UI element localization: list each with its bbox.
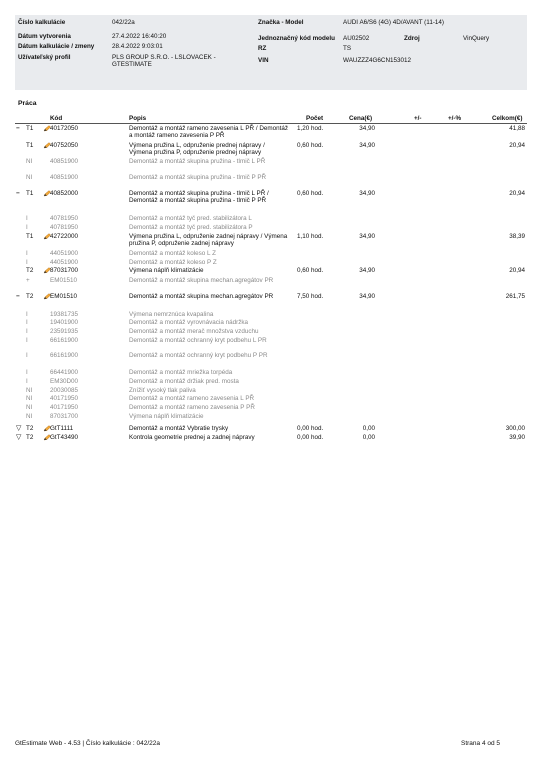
row-total: 261,75 — [505, 293, 525, 300]
col-header-celkom: Celkom(€) — [492, 115, 523, 122]
row-total: 300,00 — [505, 425, 525, 432]
filter-icon[interactable]: ▽ — [16, 434, 22, 441]
row-level: T1 — [26, 142, 34, 149]
row-hours: 1,10 hod. — [297, 233, 324, 240]
row-description: Demontáž a montáž skupina pružina - tlmič L PŘ — [129, 158, 266, 165]
kod-modelu-label: Jednoznačný kód modelu — [258, 35, 335, 42]
row-description: Výmena pružina L, odpruženie zadnej nápravy / Výmena pružina P, odpruženie zadnej nápravy — [129, 233, 288, 248]
row-code: 40851900 — [50, 158, 79, 165]
profil-value: PLS GROUP S.R.O. - LSLOVACEK - GTESTIMATE — [112, 54, 216, 68]
row-description: Výmena pružina L, odpruženie prednej nápravy / Výmena pružina P, odpruženie prednej nápravy — [129, 142, 265, 157]
row-code: 40781950 — [50, 224, 79, 231]
row-hours: 1,20 hod. — [297, 125, 324, 132]
row-level: T2 — [26, 425, 34, 432]
row-unit-price: 0,00 — [362, 434, 375, 441]
row-description: Demontáž a montáž rameno zavesenia P PŘ — [129, 404, 255, 411]
zmeny-label: Dátum kalkulácie / zmeny — [18, 43, 95, 50]
row-code: EM30D00 — [50, 378, 79, 385]
row-hours: 0,60 hod. — [297, 142, 324, 149]
vin-label: VIN — [258, 57, 269, 64]
collapse-toggle[interactable]: − — [16, 293, 20, 300]
row-total: 20,94 — [509, 142, 525, 149]
footer-info: GtEstimate Web - 4.53 | Číslo kalkulácie : 042/22a — [15, 740, 160, 747]
row-description: Demontáž a montáž rameno zavesenia L PŘ — [129, 395, 255, 402]
row-level: T1 — [26, 233, 34, 240]
row-level: I — [26, 311, 28, 318]
row-total: 20,94 — [509, 190, 525, 197]
model-value: AUDI A6/S6 (4G) 4D/AVANT (11-14) — [343, 19, 445, 26]
row-level: T2 — [26, 267, 34, 274]
kod-modelu-value: AU02502 — [343, 35, 370, 42]
col-header-pocet: Počet — [306, 115, 324, 122]
row-level: I — [26, 224, 28, 231]
row-description: Demontáž a montáž skupina mechan.agregátov PR — [129, 293, 274, 300]
row-total: 39,90 — [509, 434, 525, 441]
model-label: Značka - Model — [258, 19, 304, 26]
row-description: Demontáž a montáž rameno zavesenia L PŘ / Demontáž a montáž rameno zavesenia P PŘ — [129, 125, 289, 140]
row-description: Demontáž a montáž mriežka torpéda — [129, 369, 233, 376]
zdroj-label: Zdroj — [404, 35, 420, 42]
vytvorenie-label: Dátum vytvorenia — [18, 33, 71, 40]
rz-label: RZ — [258, 45, 267, 52]
row-unit-price: 34,90 — [359, 267, 375, 274]
row-description: Výmena náplň klimatizácie — [129, 413, 204, 420]
row-level: + — [26, 277, 30, 284]
vytvorenie-value: 27.4.2022 16:40:20 — [112, 33, 167, 40]
table-header-rule — [15, 123, 527, 124]
row-code: GtT1111 — [50, 425, 74, 432]
row-description: Výmena náplň klimatizácie — [129, 267, 204, 274]
profil-label: Užívateľský profil — [18, 54, 71, 61]
row-hours: 7,50 hod. — [297, 293, 324, 300]
row-code: 44051900 — [50, 259, 79, 266]
row-code: 66441900 — [50, 369, 79, 376]
row-unit-price: 34,90 — [359, 125, 375, 132]
vin-value: WAUZZZ4G6CN153012 — [343, 57, 412, 64]
zdroj-value: VinQuery — [463, 35, 490, 42]
footer-page-number: Strana 4 od 5 — [461, 740, 501, 747]
row-level: I — [26, 378, 28, 385]
row-description: Znížiť vysoký tlak paliva — [129, 387, 196, 394]
row-code: 20030085 — [50, 387, 79, 394]
row-code: 40851900 — [50, 174, 79, 181]
row-code: 87031700 — [50, 267, 79, 274]
row-description: Demontáž a montáž koleso L Z — [129, 250, 216, 257]
row-code: EM01510 — [50, 277, 77, 284]
row-level: I — [26, 369, 28, 376]
row-code: 40781950 — [50, 215, 79, 222]
row-description: Demontáž a montáž držiak pred. mosta — [129, 378, 239, 385]
row-level: NI — [26, 158, 33, 165]
row-unit-price: 34,90 — [359, 233, 375, 240]
row-code: 19381735 — [50, 311, 79, 318]
row-code: 42722000 — [50, 233, 79, 240]
row-hours: 0,00 hod. — [297, 425, 324, 432]
row-hours: 0,60 hod. — [297, 267, 324, 274]
row-hours: 0,60 hod. — [297, 190, 324, 197]
row-description: Demontáž a montáž tyč pred. stabilizátora P — [129, 224, 253, 231]
row-level: NI — [26, 413, 33, 420]
row-level: I — [26, 250, 28, 257]
row-description: Kontrola geometrie prednej a zadnej nápravy — [129, 434, 255, 441]
col-header-kod: Kód — [50, 115, 63, 122]
col-header-popis: Popis — [129, 115, 147, 122]
row-description: Demontáž a montáž tyč pred. stabilizátora L — [129, 215, 252, 222]
row-level: I — [26, 352, 28, 359]
row-level: T1 — [26, 125, 34, 132]
rz-value: TS — [343, 45, 352, 52]
cislo-label: Číslo kalkulácie — [18, 19, 66, 26]
row-description: Demontáž a montáž merač množstva vzduchu — [129, 328, 259, 335]
row-code: 23591935 — [50, 328, 79, 335]
row-total: 20,94 — [509, 267, 525, 274]
row-level: NI — [26, 395, 33, 402]
row-level: NI — [26, 387, 33, 394]
row-code: 40171950 — [50, 395, 79, 402]
row-description: Demontáž a montáž ochranný kryt podbehu L PR — [129, 337, 267, 344]
section-title-praca: Práca — [18, 100, 37, 107]
col-header-plusminus: +/- — [414, 115, 422, 122]
row-description: Demontáž a montáž skupina mechan.agregátov PR — [129, 277, 274, 284]
row-total: 38,39 — [509, 233, 525, 240]
row-level: T2 — [26, 293, 34, 300]
row-level: I — [26, 337, 28, 344]
row-code: 87031700 — [50, 413, 79, 420]
collapse-toggle[interactable]: − — [16, 125, 20, 132]
row-unit-price: 34,90 — [359, 142, 375, 149]
cislo-value: 042/22a — [112, 19, 135, 26]
row-description: Demontáž a montáž skupina pružina - tlmič P PŘ — [129, 174, 267, 181]
row-code: EM01510 — [50, 293, 77, 300]
row-unit-price: 0,00 — [362, 425, 375, 432]
collapse-toggle[interactable]: − — [16, 190, 20, 197]
row-level: I — [26, 259, 28, 266]
row-description: Demontáž a montáž vyrovnávacia nádržka — [129, 319, 248, 326]
col-header-cena: Cena(€) — [349, 115, 373, 122]
row-code: 40752050 — [50, 142, 79, 149]
row-description: Výmena nemrznúca kvapalina — [129, 311, 214, 318]
row-description: Demontáž a montáž Vybratie trysky — [129, 425, 229, 432]
row-level: T1 — [26, 190, 34, 197]
row-code: 40171950 — [50, 404, 79, 411]
row-description: Demontáž a montáž koleso P Z — [129, 259, 217, 266]
row-description: Demontáž a montáž skupina pružina - tlmič L PŘ / Demontáž a montáž skupina pružina - tlmič P PŘ — [129, 190, 269, 205]
col-header-plusminus-pct: +/-% — [448, 115, 462, 122]
row-total: 41,88 — [509, 125, 525, 132]
row-code: 66161900 — [50, 337, 79, 344]
zmeny-value: 28.4.2022 9:03:01 — [112, 43, 163, 50]
row-level: T2 — [26, 434, 34, 441]
row-level: I — [26, 215, 28, 222]
row-unit-price: 34,90 — [359, 293, 375, 300]
row-unit-price: 34,90 — [359, 190, 375, 197]
row-code: 40852000 — [50, 190, 79, 197]
filter-icon[interactable]: ▽ — [16, 425, 22, 432]
row-hours: 0,00 hod. — [297, 434, 324, 441]
row-code: 40172050 — [50, 125, 79, 132]
row-level: I — [26, 328, 28, 335]
row-level: I — [26, 319, 28, 326]
row-code: 66161900 — [50, 352, 79, 359]
row-code: 19401900 — [50, 319, 79, 326]
estimate-header — [15, 15, 527, 90]
row-level: NI — [26, 404, 33, 411]
row-description: Demontáž a montáž ochranný kryt podbehu P PR — [129, 352, 268, 359]
row-level: NI — [26, 174, 33, 181]
row-code: GtT43490 — [50, 434, 79, 441]
row-code: 44051900 — [50, 250, 79, 257]
